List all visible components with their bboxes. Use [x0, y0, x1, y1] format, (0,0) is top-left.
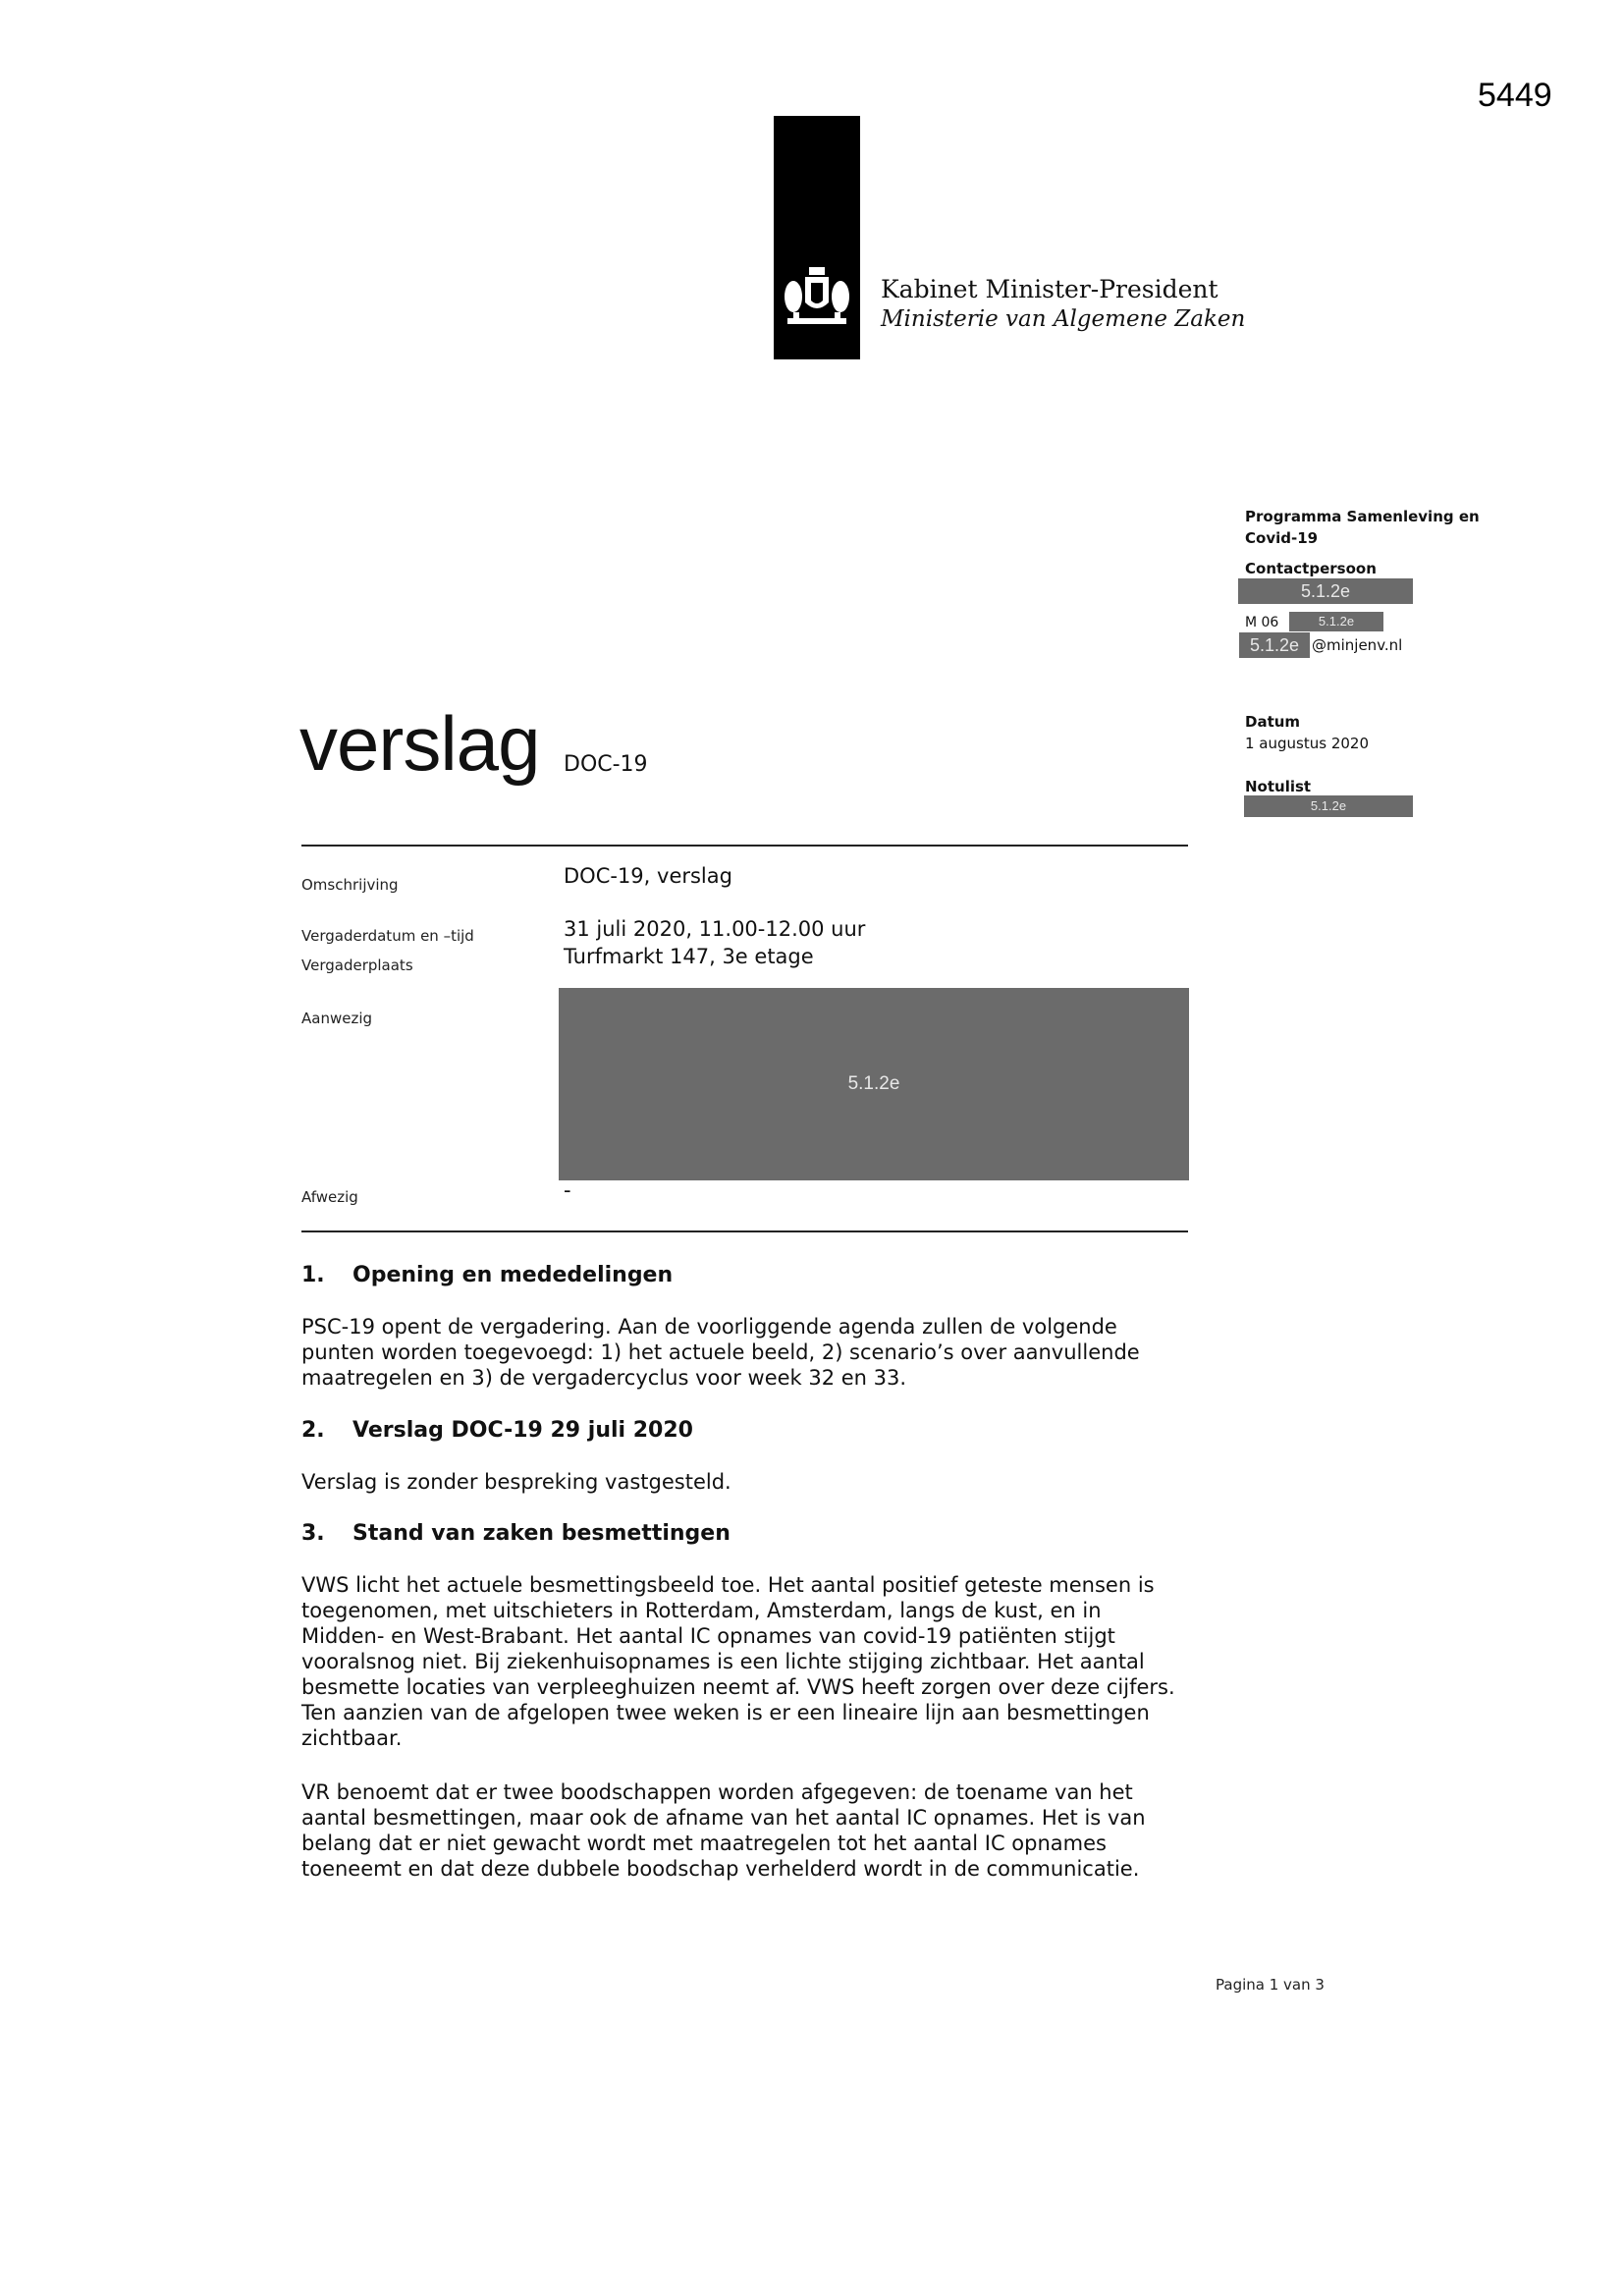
- section-number: 3.: [301, 1521, 325, 1546]
- document-subtitle: DOC-19: [564, 752, 648, 777]
- aanwezig-redaction: 5.1.2e: [559, 988, 1189, 1180]
- paragraph: Verslag is zonder bespreking vastgesteld.: [301, 1470, 731, 1494]
- plaats-value: Turfmarkt 147, 3e etage: [564, 945, 814, 968]
- divider-bottom: [301, 1230, 1188, 1232]
- contact-redaction: 5.1.2e: [1238, 578, 1413, 604]
- aanwezig-label: Aanwezig: [301, 1010, 373, 1027]
- mobile-redaction: 5.1.2e: [1289, 612, 1383, 631]
- omschrijving-label: Omschrijving: [301, 876, 399, 894]
- section-number: 1.: [301, 1263, 325, 1287]
- mobile-prefix: M 06: [1245, 615, 1279, 630]
- document-title: verslag: [299, 700, 540, 787]
- contact-label: Contactpersoon: [1245, 560, 1377, 577]
- paragraph: VR benoemt dat er twee boodschappen worden afgegeven: de toename van het aantal besmettingen, maar ook de afname van het aantal IC opnames. Het is van belang dat er niet gewacht wordt met maatregelen tot het aantal IC opnames toeneemt en dat deze dubbele boodschap verhelderd wordt in de communicatie.: [301, 1780, 1146, 1881]
- section-title: Verslag DOC-19 29 juli 2020: [352, 1418, 693, 1443]
- omschrijving-value: DOC-19, verslag: [564, 864, 732, 888]
- section-title: Opening en mededelingen: [352, 1263, 674, 1287]
- datum-value: 31 juli 2020, 11.00-12.00 uur: [564, 917, 866, 941]
- section-heading: [301, 1521, 731, 1546]
- paragraph: VWS licht het actuele besmettingsbeeld toe. Het aantal positief geteste mensen is toegenomen, met uitschieters in Rotterdam, Amsterdam, langs de kust, en in Midden- en West-Brabant. Het aantal IC opnames van covid-19 patiënten stijgt vooralsnog niet. Bij ziekenhuisopnames is een lichte stijging zichtbaar. Het aantal besmette locaties van verpleeghuizen neemt af. VWS heeft zorgen over deze cijfers. Ten aanzien van de afgelopen twee weken is er een lineaire lijn aan besmettingen zichtbaar.: [301, 1573, 1175, 1750]
- page-stamp-number: 5449: [1478, 77, 1552, 114]
- org-name: Kabinet Minister-President: [881, 275, 1218, 303]
- paragraph: PSC-19 opent de vergadering. Aan de voorliggende agenda zullen de volgende punten worden toegevoegd: 1) het actuele beeld, 2) scenario’s over aanvullende maatregelen en 3) de vergadercyclus voor week 32 en 33.: [301, 1315, 1140, 1390]
- page-footer: Pagina 1 van 3: [1216, 1976, 1325, 1994]
- date-value: 1 augustus 2020: [1245, 735, 1369, 752]
- email-domain: @minjenv.nl: [1312, 636, 1403, 654]
- government-logo: [774, 116, 860, 359]
- section-title: Stand van zaken besmettingen: [352, 1521, 731, 1546]
- notulist-label: Notulist: [1245, 778, 1312, 795]
- afwezig-value: -: [564, 1178, 571, 1202]
- section-heading: [301, 1418, 693, 1443]
- date-label: Datum: [1245, 713, 1301, 731]
- ministry-name: Ministerie van Algemene Zaken: [881, 306, 1246, 332]
- section-heading: [301, 1263, 673, 1287]
- program-name: Programma Samenleving en Covid-19: [1245, 508, 1480, 547]
- datum-label: Vergaderdatum en –tijd: [301, 927, 474, 945]
- notulist-redaction: 5.1.2e: [1244, 795, 1413, 817]
- email-redaction: 5.1.2e: [1239, 632, 1310, 658]
- coat-of-arms-icon: [780, 263, 854, 342]
- plaats-label: Vergaderplaats: [301, 957, 413, 974]
- section-number: 2.: [301, 1418, 325, 1443]
- afwezig-label: Afwezig: [301, 1188, 358, 1206]
- divider-top: [301, 845, 1188, 847]
